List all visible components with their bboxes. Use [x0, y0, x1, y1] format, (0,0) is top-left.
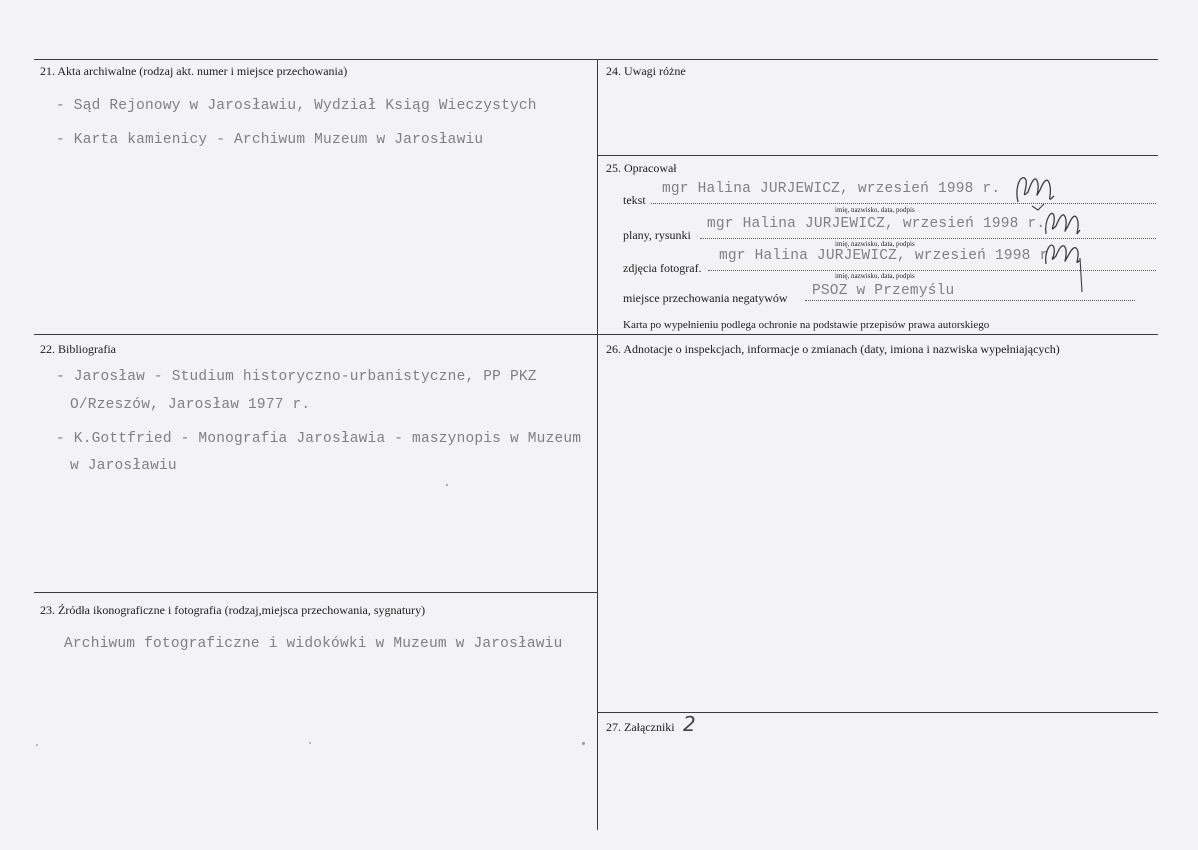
attachments-count: 2	[683, 712, 696, 736]
signature-3	[1040, 234, 1088, 294]
section-22-entry-2-line-2: w Jarosławiu	[70, 458, 177, 474]
rule-24-25	[597, 155, 1158, 156]
rule-22-23	[34, 592, 597, 593]
rule-21-22	[34, 334, 1158, 335]
copyright-note: Karta po wypełnieniu podlega ochronie na podstawie przepisów prawa autorskiego	[623, 319, 990, 331]
section-21-entry-1: - Sąd Rejonowy w Jarosławiu, Wydział Ksiąg Wieczystych	[56, 98, 537, 114]
row-zdjecia-value: mgr Halina JURJEWICZ, wrzesień 1998 r.	[719, 248, 1058, 264]
scan-speck	[309, 742, 311, 744]
row-tekst-caption: imię, nazwisko, data, podpis	[835, 206, 915, 214]
section-21-title: 21. Akta archiwalne (rodzaj akt. numer i miejsce przechowania)	[40, 64, 348, 78]
section-22-title: 22. Bibliografia	[40, 342, 116, 356]
negatives-label: miejsce przechowania negatywów	[623, 291, 788, 305]
section-22-entry-1-line-2: O/Rzeszów, Jarosław 1977 r.	[70, 397, 311, 413]
row-plany-value: mgr Halina JURJEWICZ, wrzesień 1998 r.	[707, 216, 1046, 232]
row-plany-caption: imię, nazwisko, data, podpis	[835, 240, 915, 248]
negatives-dotted-line	[805, 300, 1135, 301]
section-22-entry-2-line-1: - K.Gottfried - Monografia Jarosławia - maszynopis w Muzeum	[56, 431, 582, 447]
row-zdjecia-caption: imię, nazwisko, data, podpis	[835, 272, 915, 280]
row-zdjecia-label: zdjęcia fotograf.	[623, 261, 702, 275]
rule-26-27	[597, 712, 1158, 713]
row-zdjecia-dotted-line	[708, 270, 1156, 271]
top-rule	[34, 59, 1158, 60]
scan-speck	[582, 742, 585, 745]
section-27-title: 27. Załączniki	[606, 720, 675, 734]
section-21-entry-2: - Karta kamienicy - Archiwum Muzeum w Jarosławiu	[56, 132, 484, 148]
section-23-entry: Archiwum fotograficzne i widokówki w Muzeum w Jarosławiu	[64, 636, 563, 652]
section-22-entry-1-line-1: - Jarosław - Studium historyczno-urbanistyczne, PP PKZ	[56, 369, 537, 385]
section-26-title: 26. Adnotacje o inspekcjach, informacje o zmianach (daty, imiona i nazwiska wypełniających)	[606, 342, 1060, 356]
negatives-value: PSOZ w Przemyślu	[812, 283, 955, 299]
section-25-title: 25. Opracował	[606, 161, 677, 175]
row-plany-label: plany, rysunki	[623, 228, 691, 242]
scan-speck	[36, 744, 38, 746]
scan-speck	[446, 484, 448, 486]
column-divider	[597, 59, 598, 830]
section-23-title: 23. Źródła ikonograficzne i fotografia (rodzaj,miejsca przechowania, sygnatury)	[40, 603, 426, 617]
row-tekst-label: tekst	[623, 193, 646, 207]
row-tekst-value: mgr Halina JURJEWICZ, wrzesień 1998 r.	[662, 181, 1001, 197]
section-24-title: 24. Uwagi różne	[606, 64, 686, 78]
